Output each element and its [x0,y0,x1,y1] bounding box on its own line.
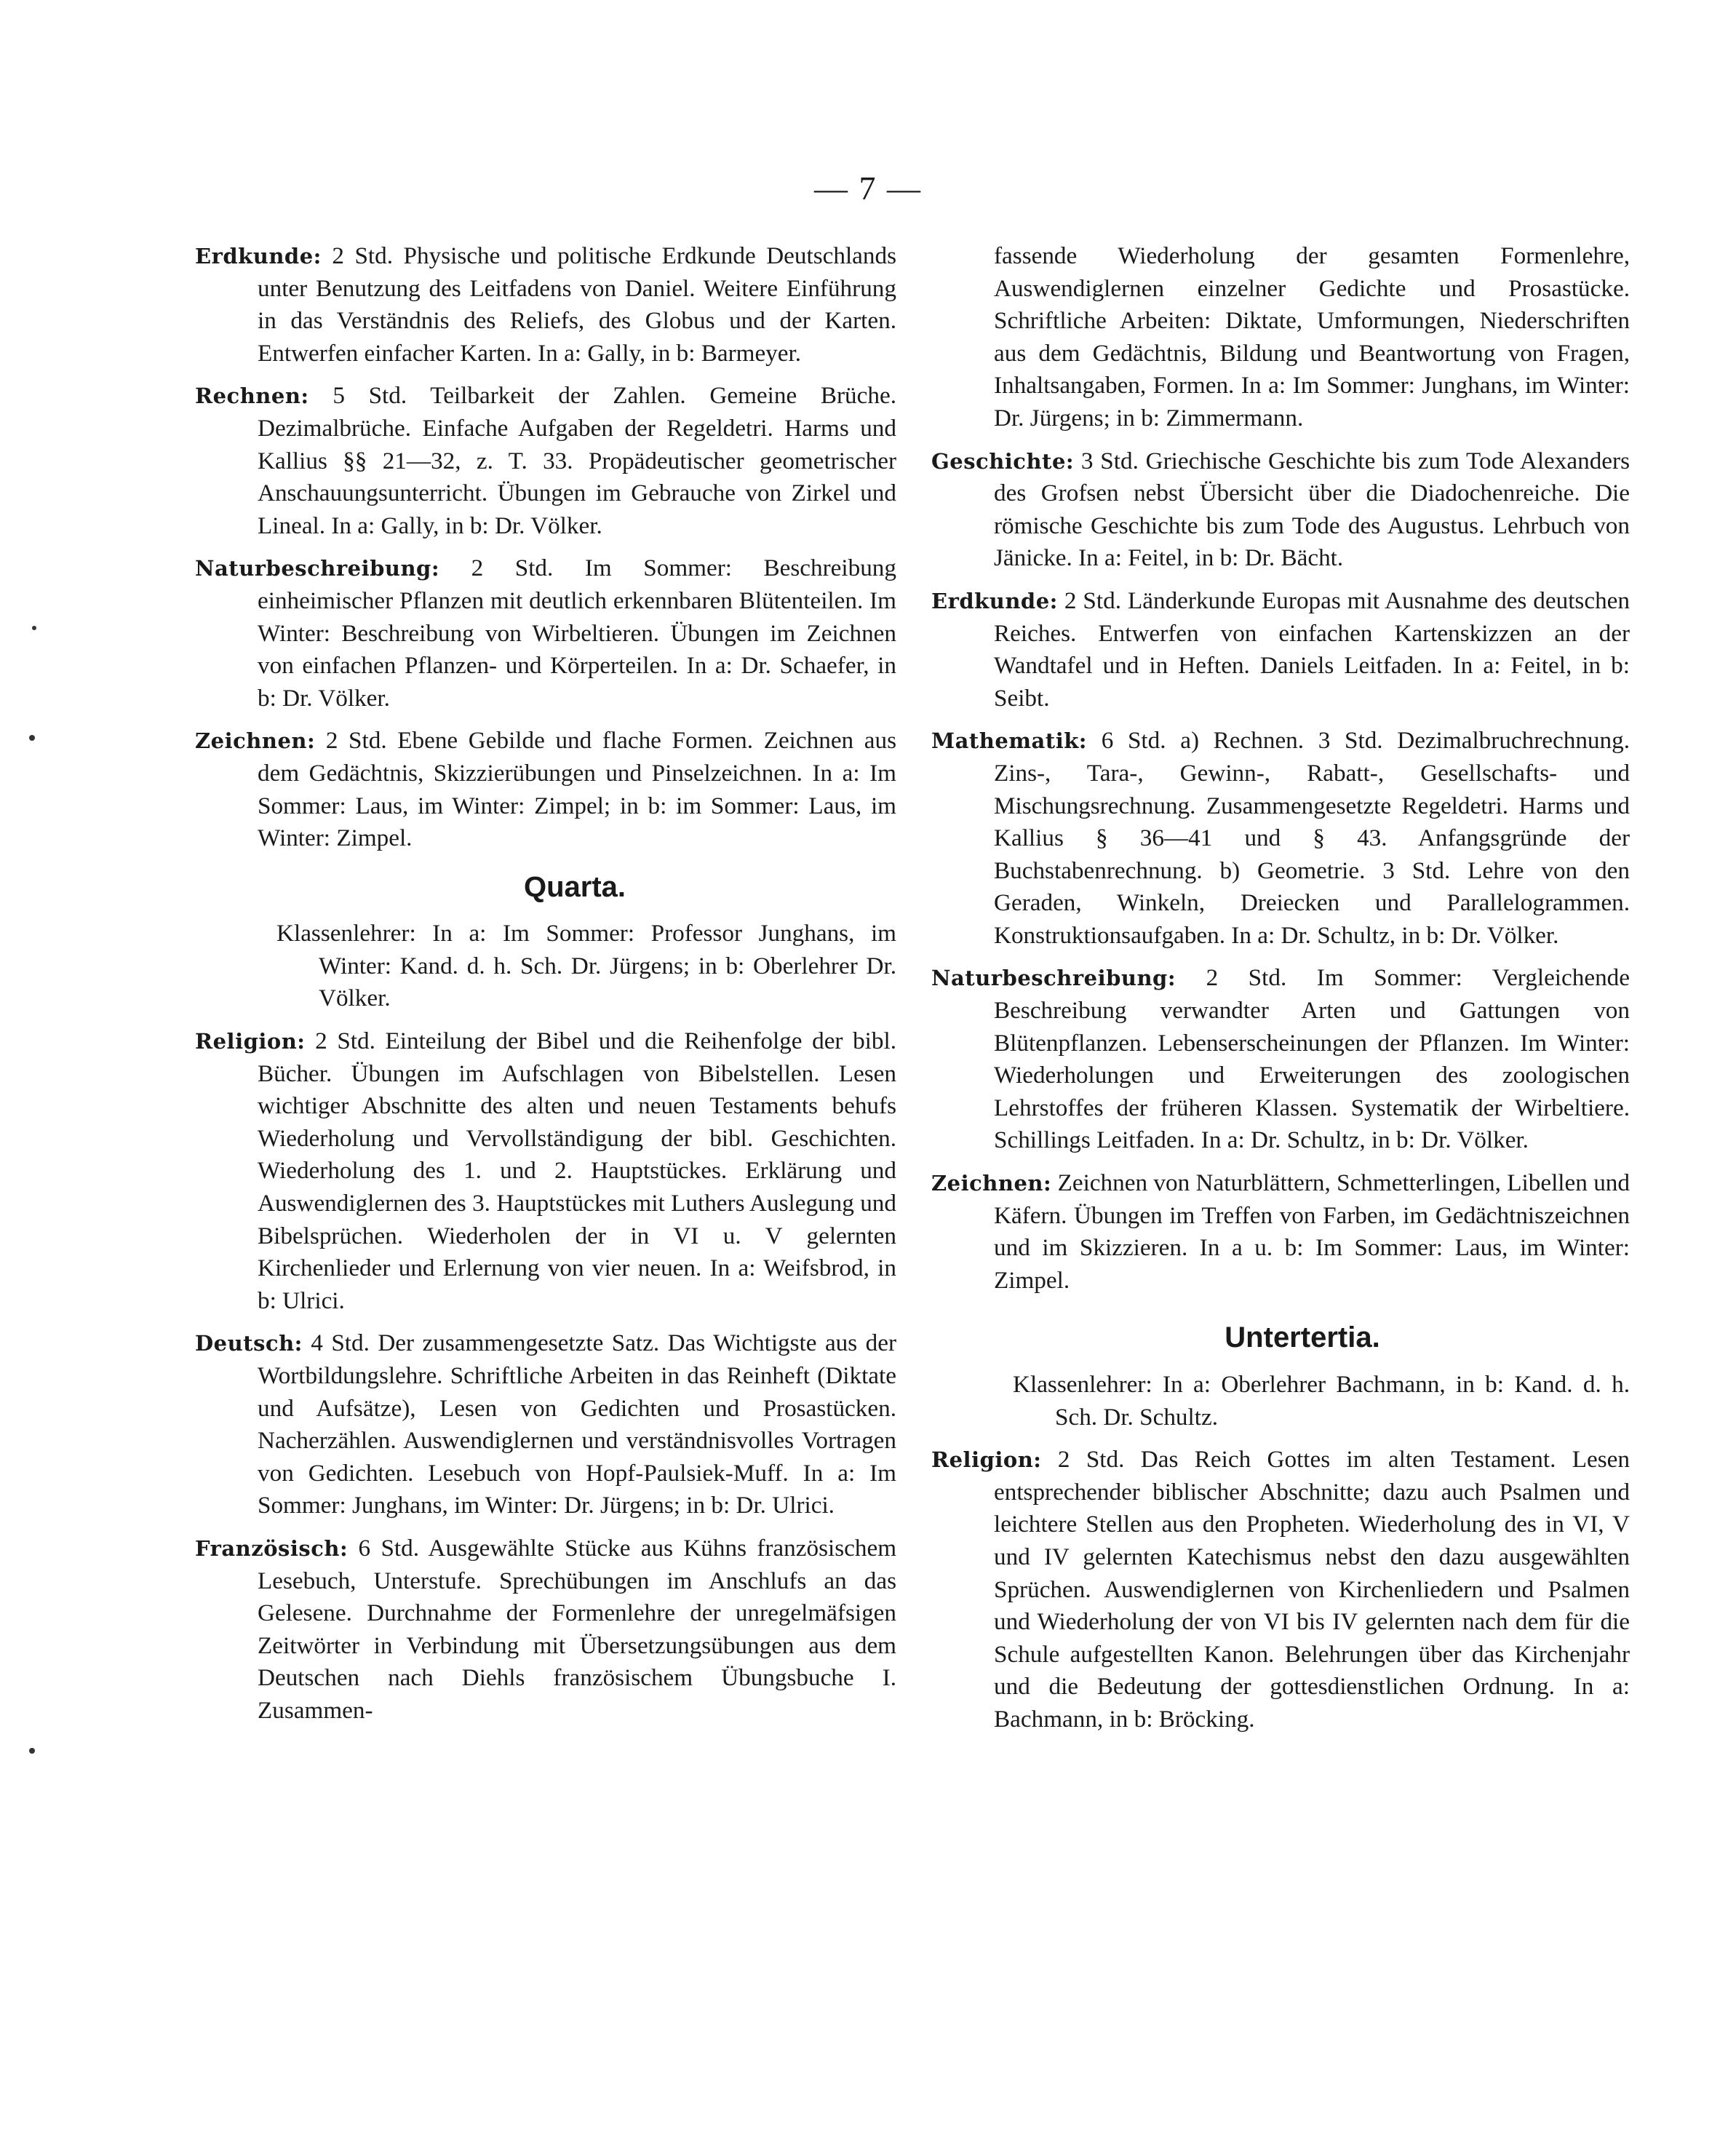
class-teacher-quarta: Klassenlehrer: In a: Im Sommer: Professor Junghans, im Winter: Kand. d. h. Sch. Dr. Jürgens; in b: Oberlehrer Dr. Völker. [276,920,896,1012]
entry-text: Zeichnen von Naturblättern, Schmetterlingen, Libellen und Käfern. Übungen im Treffen von Farben, im Gedächtniszeichnen und im Skizzieren. In a u. b: Im Sommer: Laus, im Winter: Zimpel. [994,1169,1630,1294]
entry-erdkunde [931,585,1630,715]
subject-label: Naturbeschreibung: [931,966,1176,991]
entry-continuation: fassende Wiederholung der gesamten Formenlehre, Auswendiglernen einzelner Gedichte und Prosastücke. Schriftliche Arbeiten: Diktate, Umformungen, Niederschriften aus dem Gedächtnis, Bildung und Beantwortung von Fragen, Inhaltsangaben, Formen. In a: Im Sommer: Junghans, im Winter: Dr. Jürgens; in b: Zimmermann. [994,242,1630,432]
subject-label: Naturbeschreibung: [195,556,440,581]
entry-rechnen [195,380,896,542]
section-title-quarta: Quarta. [523,870,626,903]
subject-label: Religion: [931,1447,1042,1473]
scan-speck [32,626,36,630]
entry-religion [195,1025,896,1317]
entry-text: 2 Std. Ebene Gebilde und flache Formen. Zeichnen aus dem Gedächtnis, Skizzierübungen und Pinselzeichnen. In a: Im Sommer: Laus, im Winter: Zimpel; in b: im Sommer: Laus, im Winter: Zimpel. [258,727,897,852]
entry-erdkunde [195,240,896,370]
entry-text: 5 Std. Teilbarkeit der Zahlen. Gemeine Brüche. Dezimalbrüche. Einfache Aufgaben der Regeldetri. Harms und Kallius §§ 21—32, z. T. 33. Propädeutischer geometrischer Anschauungsunterricht. Übungen im Gebrauche von Zirkel und Lineal. In a: Gally, in b: Dr. Völker. [258,382,896,539]
subject-label: Erdkunde: [195,244,322,269]
subject-label: Französisch: [195,1535,349,1561]
scan-speck [29,1748,35,1754]
entry-religion [931,1444,1630,1735]
page-number: — 7 — [814,170,922,207]
entry-naturbeschreibung [195,552,896,715]
entry-text: 2 Std. Länderkunde Europas mit Ausnahme des deutschen Reiches. Entwerfen von einfachen Kartenskizzen an der Wandtafel und in Heften. Daniels Leitfaden. In a: Feitel, in b: Seibt. [994,587,1630,712]
section-title-untertertia: Untertertia. [1225,1321,1380,1354]
entry-text: 2 Std. Das Reich Gottes im alten Testament. Lesen entsprechender biblischer Abschnitte; dazu auch Psalmen und leichtere Stellen aus den Propheten. Wiederholung des in VI, V und IV gelernten Katechismus nebst den dazu ausgewählten Sprüchen. Auswendiglernen von Kirchenliedern und Psalmen und Wiederholung der von VI bis IV gelernten nach dem für die Schule aufgestellten Kanon. Belehrungen über das Kirchenjahr und die Bedeutung der gottesdienstlichen Ordnung. In a: Bachmann, in b: Bröcking. [994,1446,1631,1733]
entry-text: 2 Std. Einteilung der Bibel und die Reihenfolge der bibl. Bücher. Übungen im Aufschlagen von Bibelstellen. Lesen wichtiger Abschnitte des alten und neuen Testaments behufs Wiederholung und Vervollständigung der bibl. Geschichten. Wiederholung des 1. und 2. Hauptstückes. Erklärung und Auswendiglernen des 3. Hauptstückes mit Luthers Auslegung und Bibelsprüchen. Wiederholen der in VI u. V gelernten Kirchenlieder und Erlernung von vier neuen. In a: Weifsbrod, in b: Ulrici. [258,1027,897,1314]
subject-label: Religion: [195,1029,306,1054]
entry-zeichnen [931,1167,1630,1297]
entry-text: 2 Std. Im Sommer: Vergleichende Beschreibung verwandter Arten und Gattungen von Blütenpflanzen. Lebenserscheinungen der Pflanzen. Im Winter: Wiederholungen und Erweiterungen des zoologischen Lehrstoffes der früheren Klassen. Systematik der Wirbeltiere. Schillings Leitfaden. In a: Dr. Schultz, in b: Dr. Völker. [994,964,1630,1154]
subject-label: Geschichte: [931,448,1075,474]
left-column [195,240,896,1738]
entry-geschichte [931,445,1630,575]
subject-label: Zeichnen: [931,1171,1052,1196]
entry-naturbeschreibung [931,962,1630,1157]
entry-deutsch [195,1327,896,1522]
subject-label: Zeichnen: [195,728,316,754]
entry-text: 4 Std. Der zusammengesetzte Satz. Das Wichtigste aus der Wortbildungslehre. Schriftliche Arbeiten in das Reinheft (Diktate und Aufsätze), Lesen von Gedichten und Prosastücken. Nacherzählen. Auswendiglernen und verständnisvolles Vortragen von Gedichten. Lesebuch von Hopf-Paulsiek-Muff. In a: Im Sommer: Junghans, im Winter: Dr. Jürgens; in b: Dr. Ulrici. [258,1329,896,1519]
entry-franzoesisch [195,1532,896,1727]
subject-label: Mathematik: [931,728,1088,754]
entry-text: 3 Std. Griechische Geschichte bis zum Tode Alexanders des Grofsen nebst Übersicht über die Diadochenreiche. Die römische Geschichte bis zum Tode des Augustus. Lehrbuch von Jänicke. In a: Feitel, in b: Dr. Bächt. [994,447,1630,572]
entry-text: 2 Std. Im Sommer: Beschreibung einheimischer Pflanzen mit deutlich erkennbaren Blütenteilen. Im Winter: Beschreibung von Wirbeltieren. Übungen im Zeichnen von einfachen Pflanzen- und Körperteilen. In a: Dr. Schaefer, in b: Dr. Völker. [258,554,896,712]
subject-label: Rechnen: [195,383,309,409]
right-column [931,240,1630,1746]
class-teacher-untertertia: Klassenlehrer: In a: Oberlehrer Bachmann, in b: Kand. d. h. Sch. Dr. Schultz. [1013,1371,1630,1431]
entry-zeichnen [195,725,896,854]
entry-text: 2 Std. Physische und politische Erdkunde Deutschlands unter Benutzung des Leitfadens von Daniel. Weitere Einführung in das Verständnis des Reliefs, des Globus und der Karten. Entwerfen einfacher Karten. In a: Gally, in b: Barmeyer. [258,242,897,367]
scan-speck [29,735,35,741]
subject-label: Deutsch: [195,1331,303,1356]
subject-label: Erdkunde: [931,588,1058,613]
entry-text: 6 Std. a) Rechnen. 3 Std. Dezimalbruchrechnung. Zins-, Tara-, Gewinn-, Rabatt-, Gesellschafts- und Mischungsrechnung. Zusammengesetzte Regeldetri. Harms und Kallius § 36—41 und § 43. Anfangsgründe der Buchstabenrechnung. b) Geometrie. 3 Std. Lehre von den Geraden, Winkeln, Dreiecken und Parallelogrammen. Konstruktionsaufgaben. In a: Dr. Schultz, in b: Dr. Völker. [994,727,1631,949]
entry-mathematik [931,725,1630,952]
entry-text: 6 Std. Ausgewählte Stücke aus Kühns französischem Lesebuch, Unterstufe. Sprechübungen im Anschlufs an das Gelesene. Durchnahme der Formenlehre der unregelmäfsigen Zeitwörter in Verbindung mit Übersetzungsübungen aus dem Deutschen nach Diehls französischem Übungsbuche I. Zusammen- [258,1534,897,1724]
